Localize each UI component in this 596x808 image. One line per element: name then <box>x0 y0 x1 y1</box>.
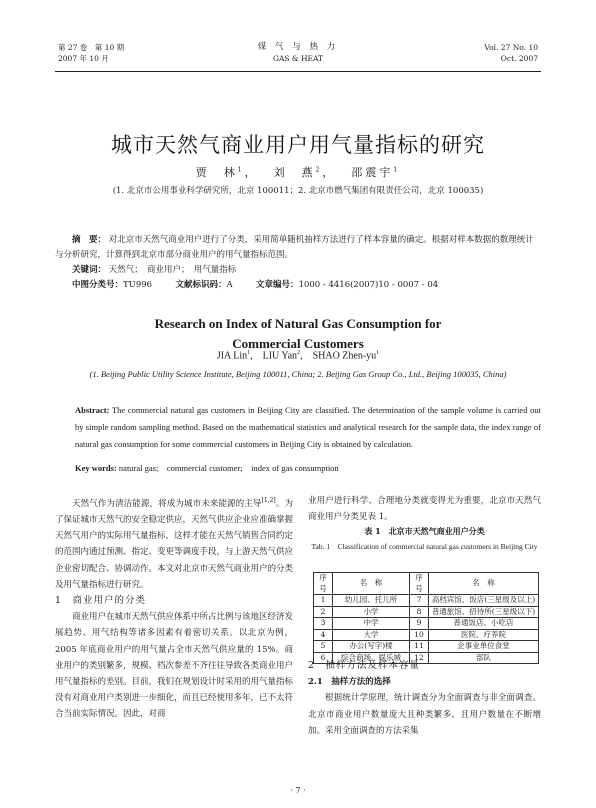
table-caption-cn: 表 1 北京市天然气商业用户分类 <box>364 526 485 536</box>
keywords-en <box>75 462 541 474</box>
issue-date-en: Oct. 2007 <box>500 54 538 63</box>
paragraph-continued: 业用户进行科学、合理地分类就变得尤为重要，北京市天然气商业用户分类见表 1。 <box>308 496 541 523</box>
author-en-1: JIA Lin <box>216 350 248 362</box>
abstract-text-cn: 对北京市天然气商业用户进行了分类，采用简单随机抽样方法进行了样本容量的确定。根据对样本数据的数理统计与分析研究，计算得到北京市部分商业用户的用气量指标范围。 <box>55 235 534 260</box>
volume-issue-en: Vol. 27 No. 10 <box>484 43 538 52</box>
table-cell: 7 <box>410 595 429 607</box>
authors-en: JIA Lin$^1$, LIU Yan$^2$, SHAO Zhen-$yu^1$ <box>216 350 380 362</box>
header-name-1: 名 称 <box>333 573 410 595</box>
table-header-row <box>314 573 539 595</box>
table-cell: 大学 <box>333 629 410 641</box>
table-row <box>314 595 539 607</box>
author-en-2-affil: 2 <box>297 350 301 356</box>
table-cell: 办公(写字)楼 <box>333 641 410 653</box>
paper-title-en <box>0 314 596 354</box>
table-cell: 部队 <box>429 652 539 664</box>
paper-title-cn: 城市天然气商业用户用气量指标的研究 <box>111 133 485 157</box>
section-2-heading: 2 抽样方法及样本容量 <box>308 660 421 671</box>
authors-cn: 贾 林$^1$， 刘 燕$^2$， 邵震宇$^1$ <box>195 166 401 179</box>
table-cell: 高档宾馆、饭店(三星级及以上) <box>429 595 539 607</box>
table-cell: 小学 <box>333 606 410 618</box>
author-3: 邵震宇 <box>351 166 394 179</box>
table-caption-en: Tab. 1 Classification of commercial natural gas customers in Beijing City <box>311 542 538 551</box>
table-cell: 11 <box>410 641 429 653</box>
author-en-2: LIU Yan <box>262 350 298 362</box>
section-2-block <box>308 658 541 739</box>
journal-volume-en <box>484 42 538 64</box>
paper-title-en-line1: Research on Index of Natural Gas Consumption for <box>154 316 442 331</box>
abstract-label-en: Abstract: <box>75 405 110 415</box>
author-3-affil: 1 <box>393 166 401 174</box>
body-left-column <box>55 493 293 723</box>
paper-title-en-line2: Commercial Customers <box>232 336 364 351</box>
table-cell: 综合商场、娱乐城 <box>333 652 410 664</box>
table-cell: 6 <box>314 652 333 664</box>
header-no-2: 序号 <box>410 573 429 595</box>
affiliation-en: (1. Beijing Public Utility Science Institute, Beijing 100011, China; 2. Beijing Gas Group Co., Ltd., Beijing 100035, China) <box>89 369 507 379</box>
abstract-cn <box>55 233 541 293</box>
paragraph-intro <box>55 493 293 593</box>
author-1-affil: 1 <box>237 166 245 174</box>
table-cell: 中学 <box>333 618 410 630</box>
intro-text-a: 天然气作为清洁能源，将成为城市未来能源的主导 <box>72 498 262 509</box>
abstract-label-cn: 摘 要： <box>72 235 107 245</box>
author-2: 刘 燕 <box>273 166 316 179</box>
table-row <box>314 606 539 618</box>
abstract-text-en: The commercial natural gas customers in Beijing City are classified. The determination of the sample volume is carried out by simple random sampling method. Based on the mathematical statistics and analytical research for the sample data, the index range of natural gas consumption for some commercial customers in Beijing City is obtained by calculation. <box>75 405 541 449</box>
author-en-3-affil: 1 <box>376 350 380 356</box>
table-row <box>314 641 539 653</box>
keywords-label-cn: 关键词： <box>72 265 107 275</box>
table-cell: 2 <box>314 606 333 618</box>
intro-text-b: 。为了保证城市天然气的安全稳定供应，天然气供应企业应准确掌握天然气用户的实际用气量指标，这样才能在天然气销售合同约定的范围内通过预测、指定、变更等调度手段，与上游天然气供应企业密切配合、协调动作。本文对北京市天然气商业用户的分类及用气量指标进行研究。 <box>55 498 294 590</box>
citation-ref: [1,2] <box>261 497 276 504</box>
abstract-en <box>75 402 541 453</box>
header-rule <box>55 71 541 72</box>
header-no-1: 序号 <box>314 573 333 595</box>
table-cell: 5 <box>314 641 333 653</box>
table-cell: 幼儿园、托儿所 <box>333 595 410 607</box>
section-1-heading: 1 商业用户的分类 <box>55 595 147 607</box>
clc-label: 中图分类号： <box>72 280 124 290</box>
table-cell: 9 <box>410 618 429 630</box>
body-right-column <box>308 493 541 525</box>
page-number: · 7 · <box>290 786 306 795</box>
paragraph-section-1: 商业用户在城市天然气供应体系中所占比例与该地区经济发展趋势、用气结构等诸多因素有着密切关系。以北京为例，2005 年底商业用户的用气量占全市天然气供应量的 15%。商业用户的类别繁多，规模、档次参差不齐往往导致各类商业用户用气量指标的差别。目前，我们在规划设计时采用的用气量指标没有对商业用户类别进一步细化，而且已经使用多年，已不太符合当前实际情况。因此，对商 <box>55 612 294 720</box>
table-cell: 4 <box>314 629 333 641</box>
volume-issue-cn: 第 27 卷 第 10 期 <box>58 43 125 52</box>
article-id-value: 1000 - 4416(2007)10 - 0007 - 04 <box>298 280 439 290</box>
paragraph-section-2-1: 根据统计学原理，统计调查分为全面调查与非全面调查。北京市商业用户数量庞大且种类繁多，且用户数量在不断增加。采用全面调查的方法采集 <box>308 693 541 736</box>
affiliation-cn: (1. 北京市公用事业科学研究所，北京 100011；2. 北京市燃气集团有限责任公司，北京 100035) <box>112 186 484 196</box>
author-en-3: SHAO Zhen-yu <box>312 350 377 362</box>
issue-date-cn: 2007 年 10 月 <box>58 54 109 63</box>
table-cell: 普通饭店、小吃店 <box>429 618 539 630</box>
doc-code-label: 文献标识码： <box>175 280 227 290</box>
journal-name-en: GAS & HEAT <box>272 54 323 63</box>
author-en-1-affil: 1 <box>247 350 251 356</box>
article-id-label: 文章编号： <box>256 280 299 290</box>
journal-name-cn: 煤 气 与 热 力 <box>257 42 339 52</box>
table-cell: 8 <box>410 606 429 618</box>
customer-classification-table <box>313 572 539 664</box>
header-name-2: 名 称 <box>429 573 539 595</box>
table-row <box>314 629 539 641</box>
table-cell: 12 <box>410 652 429 664</box>
table-cell: 普通旅馆、招待所(三星级以下) <box>429 606 539 618</box>
author-2-affil: 2 <box>315 166 323 174</box>
table-cell: 医院、疗养院 <box>429 629 539 641</box>
table-cell: 10 <box>410 629 429 641</box>
keywords-text-en: natural gas; commercial customer; index of gas consumption <box>118 463 339 473</box>
table-row <box>314 618 539 630</box>
table-cell: 企事业单位食堂 <box>429 641 539 653</box>
author-1: 贾 林 <box>195 166 238 179</box>
section-2-1-heading: 2.1 抽样方法的选择 <box>308 677 391 688</box>
table-cell: 1 <box>314 595 333 607</box>
doc-code-value: A <box>226 280 233 290</box>
clc-value: TU996 <box>123 280 153 290</box>
keywords-label-en: Key words: <box>75 463 117 473</box>
table-cell: 3 <box>314 618 333 630</box>
keywords-text-cn: 天然气； 商业用户； 用气量指标 <box>108 265 237 275</box>
